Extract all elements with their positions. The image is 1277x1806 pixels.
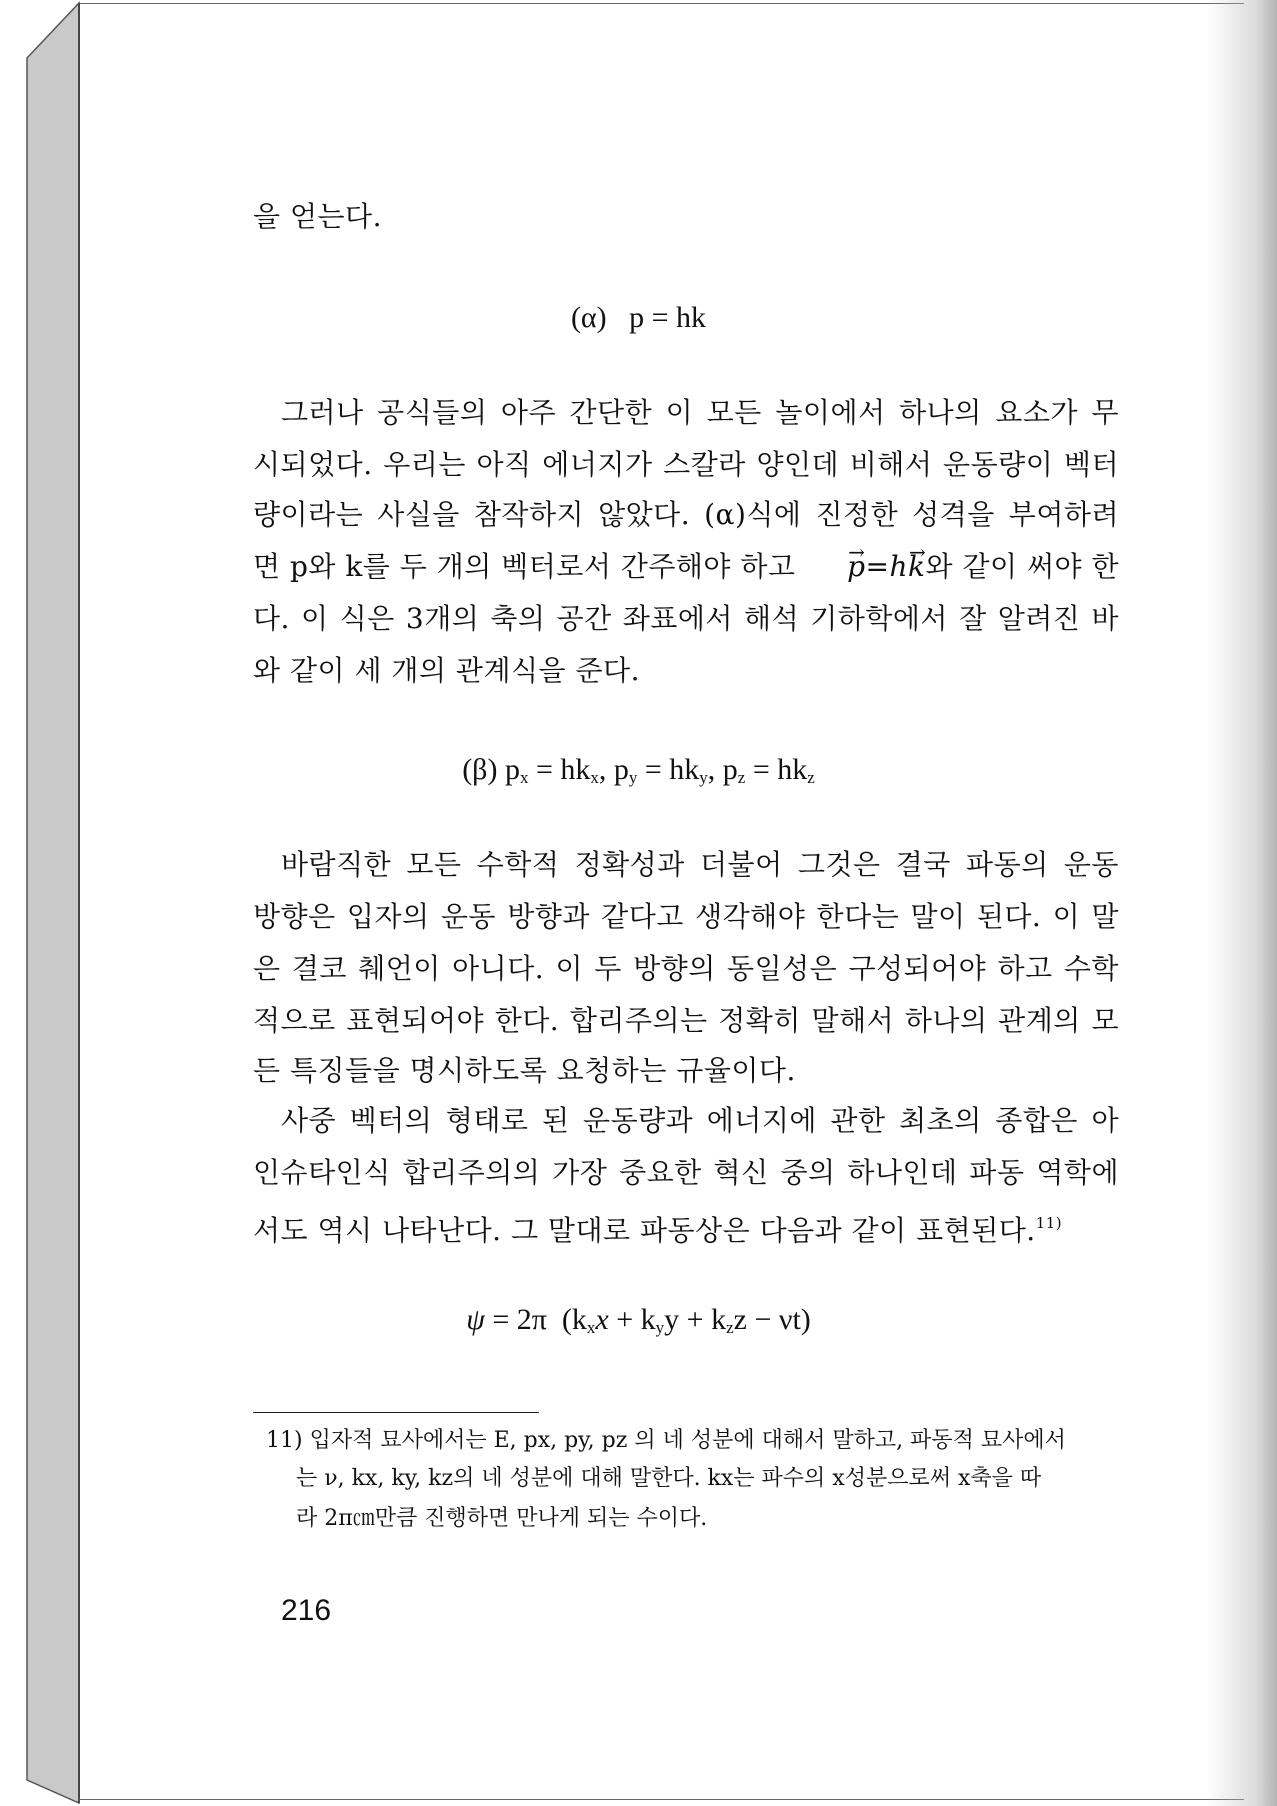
paragraph-line: 든 특징들을 명시하도록 요청하는 규율이다. xyxy=(253,1054,796,1087)
equation-beta xyxy=(0,752,1277,796)
footnote-divider xyxy=(253,1412,539,1413)
equation-psi-open: (k xyxy=(561,1303,587,1336)
equation-psi-eq: = 2π xyxy=(484,1303,547,1336)
equation-beta-label: (β) xyxy=(462,753,498,786)
paragraph-line-with-footnote xyxy=(253,1206,1119,1248)
subscript: y xyxy=(628,768,638,787)
equation-beta-eq: = hk xyxy=(745,753,808,786)
page-edge-shadow xyxy=(1207,0,1277,1806)
equation-alpha-body: p = hk xyxy=(629,301,707,334)
intro-line: 을 얻는다. xyxy=(253,200,382,233)
paragraph-line: 적으로 표현되어야 한다. 합리주의는 정확히 말해서 하나의 관계의 모 xyxy=(253,1004,1119,1037)
paragraph-line: 은 결코 췌언이 아니다. 이 두 방향의 동일성은 구성되어야 하고 수학 xyxy=(253,952,1119,985)
paragraph-line: 량이라는 사실을 참작하지 않았다. (α)식에 진정한 성격을 부여하려 xyxy=(253,498,1119,531)
page-number: 216 xyxy=(281,1594,332,1627)
footnote-line: 는 ν, kx, ky, kz의 네 성분에 대해 말한다. kx는 파수의 x성분으로써 x축을 따 xyxy=(296,1466,1042,1491)
equation-alpha xyxy=(0,300,1277,336)
equation-beta-eq: = hk xyxy=(637,753,700,786)
equation-psi xyxy=(0,1302,1277,1346)
equation-beta-sep: , xyxy=(598,753,614,786)
subscript: z xyxy=(807,768,815,787)
paragraph-line-vector-pre: 면 p와 k를 두 개의 벡터로서 간주해야 하고 xyxy=(253,550,796,583)
paragraph-line: 방향은 입자의 운동 방향과 같다고 생각해야 한다는 말이 된다. 이 말 xyxy=(253,900,1119,933)
equation-beta-p: p xyxy=(504,753,520,786)
vector-equation xyxy=(847,550,1119,584)
subscript: x xyxy=(586,1318,596,1337)
paragraph-line: 바람직한 모든 수학적 정확성과 더불어 그것은 결국 파동의 운동 xyxy=(281,848,1119,881)
equation-beta-p: p xyxy=(722,753,738,786)
subscript: x xyxy=(590,768,599,787)
subscript: z xyxy=(737,768,746,787)
footnote-ref: 11) xyxy=(1035,1214,1063,1232)
paragraph-line: 와 같이 세 개의 관계식을 준다. xyxy=(253,654,640,687)
subscript: z xyxy=(726,1318,734,1337)
subscript: x xyxy=(519,768,529,787)
vector-p: → p xyxy=(847,550,865,584)
paragraph-line-text: 서도 역시 나타난다. 그 말대로 파동상은 다음과 같이 표현된다. xyxy=(253,1214,1036,1247)
equation-psi-lhs: ψ xyxy=(466,1303,485,1336)
subscript: y xyxy=(655,1318,665,1337)
equation-alpha-label: (α) xyxy=(570,301,607,334)
paragraph-line: 시되었다. 우리는 아직 에너지가 스칼라 양인데 비해서 운동량이 벡터 xyxy=(253,448,1119,481)
footnote-line: 라 2π㎝만큼 진행하면 만나게 되는 수이다. xyxy=(296,1506,708,1531)
vector-eq: =h xyxy=(865,550,909,583)
paragraph-line-vector-post: 와 같이 써야 한 xyxy=(925,550,1119,583)
equation-psi-plus: + k xyxy=(608,1303,656,1336)
equation-beta-eq: = hk xyxy=(528,753,591,786)
paragraph-line-vector xyxy=(253,550,1119,584)
equation-psi-x: x xyxy=(595,1303,609,1336)
paragraph-line: 사중 벡터의 형태로 된 운동량과 에너지에 관한 최초의 종합은 아 xyxy=(281,1104,1119,1137)
paragraph-line: 다. 이 식은 3개의 축의 공간 좌표에서 해석 기하학에서 잘 알려진 바 xyxy=(253,602,1119,635)
paragraph-line: 인슈타인식 합리주의의 가장 중요한 혁신 중의 하나인데 파동 역학에 xyxy=(253,1156,1119,1189)
paragraph-line: 그러나 공식들의 아주 간단한 이 모든 놀이에서 하나의 요소가 무 xyxy=(281,396,1119,429)
vector-k: → k xyxy=(908,550,925,584)
equation-psi-tail: − νt) xyxy=(746,1303,811,1336)
equation-beta-p: p xyxy=(613,753,629,786)
subscript: y xyxy=(699,768,708,787)
equation-beta-sep: , xyxy=(707,753,723,786)
equation-psi-y: y xyxy=(664,1303,680,1336)
footnote-line: 11) 입자적 묘사에서는 E, px, py, pz 의 네 성분에 대해서 말하고, 파동적 묘사에서 xyxy=(266,1428,1066,1453)
equation-psi-plus: + k xyxy=(679,1303,727,1336)
equation-psi-z: z xyxy=(733,1303,747,1336)
